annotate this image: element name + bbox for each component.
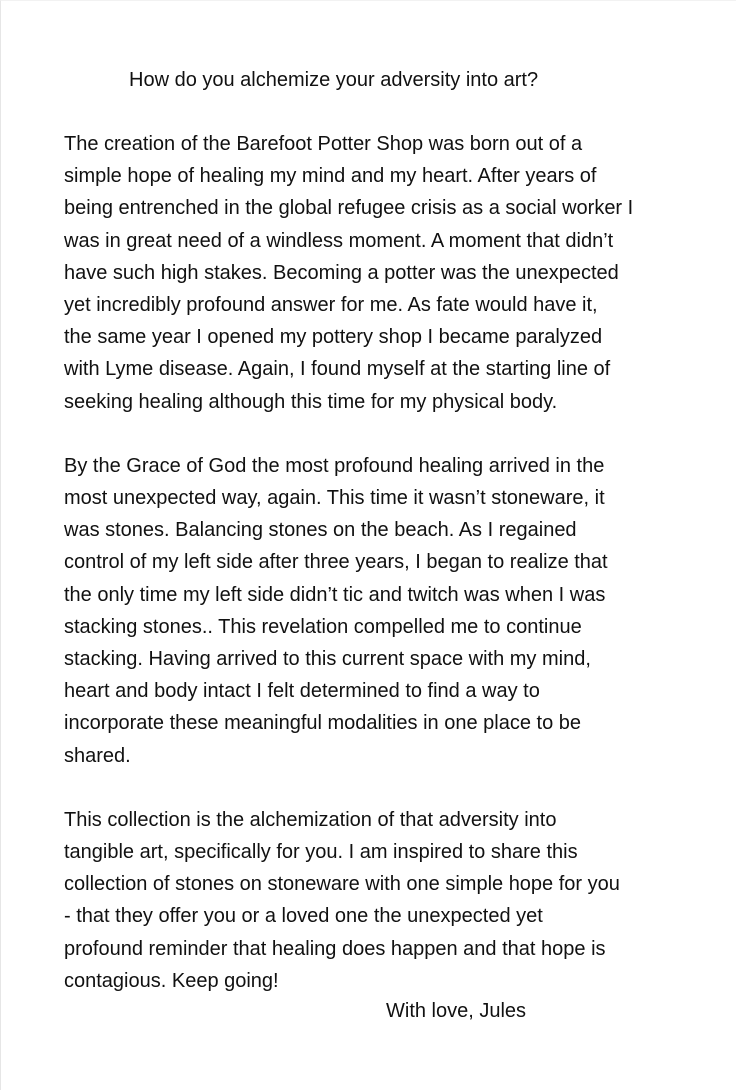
paragraph-line: seeking healing although this time for my physical body. — [64, 390, 558, 413]
paragraph-line: - that they offer you or a loved one the unexpected yet — [64, 905, 543, 928]
paragraph-line: being entrenched in the global refugee crisis as a social worker I — [64, 197, 634, 220]
paragraph-line: collection of stones on stoneware with one simple hope for you — [64, 873, 620, 896]
paragraph-line: shared. — [64, 744, 131, 767]
paragraph-line: incorporate these meaningful modalities in one place to be — [64, 712, 581, 735]
paragraph-line: profound reminder that healing does happen and that hope is — [64, 937, 606, 960]
paragraph-line: contagious. Keep going! — [64, 969, 279, 992]
signature: With love, Jules — [386, 1000, 527, 1022]
paragraph-line: with Lyme disease. Again, I found myself at the starting line of — [64, 358, 611, 381]
paragraph-3 — [64, 804, 684, 997]
paragraph-line: yet incredibly profound answer for me. As fate would have it, — [64, 294, 598, 317]
paragraph-line: By the Grace of God the most profound healing arrived in the — [64, 454, 605, 477]
paragraph-line: was in great need of a windless moment. A moment that didn’t — [64, 229, 614, 252]
paragraph-line: tangible art, specifically for you. I am inspired to share this — [64, 841, 578, 864]
paragraph-line: heart and body intact I felt determined to find a way to — [64, 680, 540, 703]
paragraph-2 — [64, 450, 684, 772]
paragraph-line: This collection is the alchemization of that adversity into — [64, 808, 557, 831]
paragraph-line: The creation of the Barefoot Potter Shop was born out of a — [64, 133, 583, 155]
paragraph-line: stacking stones.. This revelation compelled me to continue — [64, 615, 582, 638]
paragraph-line: the only time my left side didn’t tic and twitch was when I was — [64, 583, 606, 606]
letter-body — [64, 128, 684, 1029]
paragraph-line: was stones. Balancing stones on the beach. As I regained — [64, 519, 577, 542]
paragraph-1 — [64, 128, 684, 418]
letter-title: How do you alchemize your adversity into art? — [129, 69, 539, 91]
paragraph-line: control of my left side after three years, I began to realize that — [64, 551, 608, 574]
paragraph-line: have such high stakes. Becoming a potter was the unexpected — [64, 261, 619, 284]
paragraph-line: the same year I opened my pottery shop I became paralyzed — [64, 326, 603, 349]
paragraph-line: stacking. Having arrived to this current space with my mind, — [64, 648, 591, 671]
paragraph-line: most unexpected way, again. This time it wasn’t stoneware, it — [64, 487, 605, 510]
paragraph-line: simple hope of healing my mind and my heart. After years of — [64, 165, 597, 188]
